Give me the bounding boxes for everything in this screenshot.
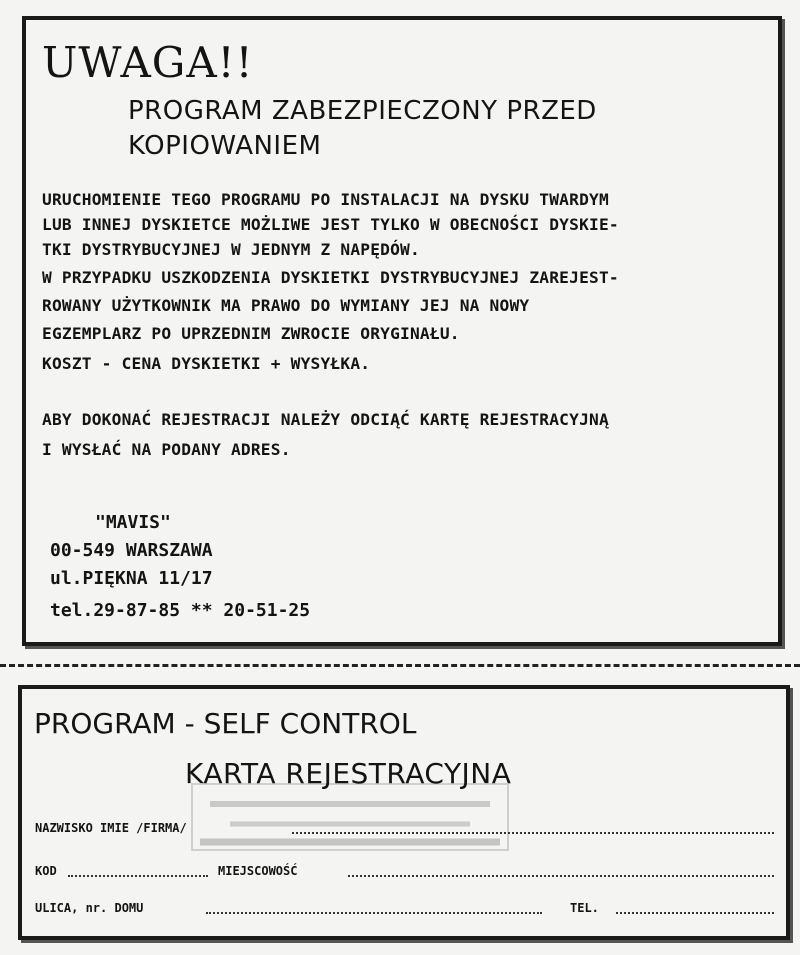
cut-line — [0, 664, 800, 667]
city-field-label: MIEJSCOWOŚĆ — [218, 864, 298, 878]
notice-title: UWAGA!! — [42, 38, 254, 87]
paragraph-line: LUB INNEJ DYSKIETCE MOŻLIWE JEST TYLKO W OBECNOŚCI DYSKIE- — [42, 215, 619, 234]
paragraph-line: ROWANY UŻYTKOWNIK MA PRAWO DO WYMIANY JEJ NA NOWY — [42, 296, 530, 315]
address-city: 00-549 WARSZAWA — [50, 540, 213, 561]
card-title: KARTA REJESTRACYJNA — [185, 757, 512, 790]
name-field-label: NAZWISKO IMIE /FIRMA/ — [35, 821, 187, 835]
street-field[interactable] — [206, 912, 542, 914]
paragraph-line: ABY DOKONAĆ REJESTRACJI NALEŻY ODCIĄĆ KARTĘ REJESTRACYJNĄ — [42, 410, 609, 429]
paragraph-line: I WYSŁAĆ NA PODANY ADRES. — [42, 440, 291, 459]
code-field-label: KOD — [35, 864, 57, 878]
code-field[interactable] — [68, 875, 208, 877]
notice-heading-line-1: PROGRAM ZABEZPIECZONY PRZED — [128, 96, 597, 126]
phone-field[interactable] — [616, 912, 774, 914]
card-program: PROGRAM - SELF CONTROL — [34, 707, 417, 740]
street-field-label: ULICA, nr. DOMU — [35, 901, 144, 915]
paragraph-line: URUCHOMIENIE TEGO PROGRAMU PO INSTALACJI NA DYSKU TWARDYM — [42, 190, 609, 209]
paragraph-line: EGZEMPLARZ PO UPRZEDNIM ZWROCIE ORYGINAŁU. — [42, 324, 460, 343]
notice-heading-line-2: KOPIOWANIEM — [128, 131, 322, 161]
address-phone: tel.29-87-85 ** 20-51-25 — [50, 600, 311, 621]
paragraph-line: W PRZYPADKU USZKODZENIA DYSKIETKI DYSTRYBUCYJNEJ ZAREJEST- — [42, 268, 619, 287]
address-street: ul.PIĘKNA 11/17 — [50, 568, 213, 589]
address-name: "MAVIS" — [95, 512, 171, 533]
paragraph-line: TKI DYSTRYBUCYJNEJ W JEDNYM Z NAPĘDÓW. — [42, 240, 420, 259]
stamp-ghost-icon — [190, 782, 510, 852]
bleed-through-stamp — [190, 782, 510, 858]
paragraph-line: KOSZT - CENA DYSKIETKI + WYSYŁKA. — [42, 354, 371, 373]
name-field[interactable] — [292, 832, 774, 834]
phone-field-label: TEL. — [570, 901, 599, 915]
city-field[interactable] — [348, 875, 774, 877]
